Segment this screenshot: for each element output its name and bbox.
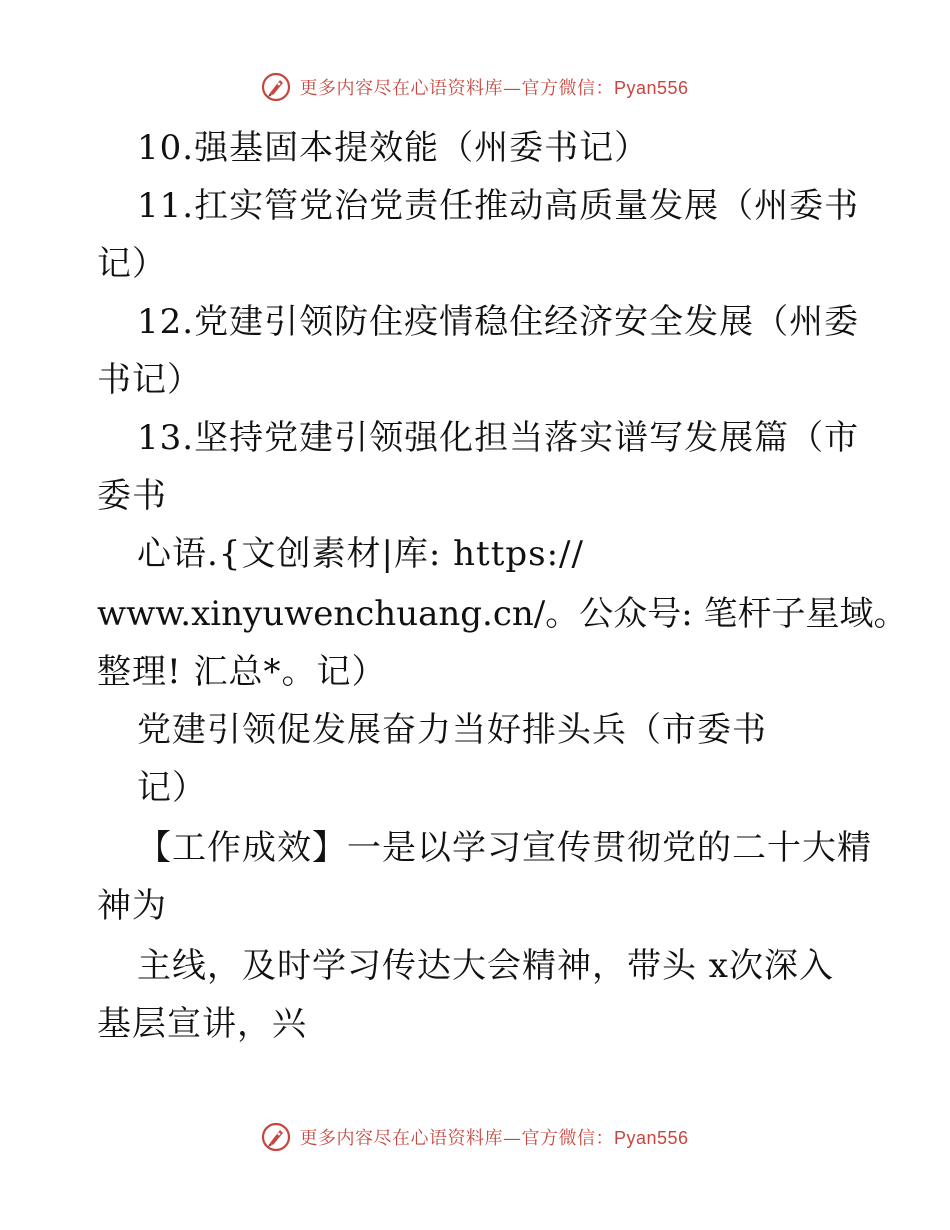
- body-line: 记）: [97, 244, 167, 284]
- body-line: 心语.{文创素材|库: https://: [137, 534, 584, 574]
- footer-wechat-id: Pyan556: [613, 1128, 689, 1148]
- body-line: 党建引领促发展奋力当好排头兵（市委书: [137, 710, 767, 750]
- header-site-text: 更多内容尽在心语资料库: [299, 78, 503, 99]
- body-line: 基层宣讲，兴: [97, 1004, 307, 1044]
- body-line: 13.坚持党建引领强化担当落实谱写发展篇（市: [137, 418, 860, 458]
- body-line: 书记）: [97, 360, 202, 400]
- body-line: 委书: [97, 476, 167, 516]
- body-line: 神为: [97, 886, 167, 926]
- header-banner-text: [299, 74, 688, 100]
- footer-banner: [0, 1122, 950, 1152]
- header-wechat-label: 官方微信：: [521, 78, 614, 99]
- footer-banner-text: [299, 1124, 688, 1150]
- body-line: 整理! 汇总*。记）: [97, 652, 387, 692]
- header-dash: —: [502, 78, 522, 99]
- body-line: 11.扛实管党治党责任推动高质量发展（州委书: [137, 186, 860, 226]
- body-line: www.xinyuwenchuang.cn/。公众号: 笔杆子星域。: [97, 594, 908, 634]
- header-wechat-id: Pyan556: [613, 78, 689, 98]
- body-line: 12.党建引领防住疫情稳住经济安全发展（州委: [137, 302, 860, 342]
- body-line: 记）: [137, 768, 207, 808]
- footer-dash: —: [502, 1128, 522, 1149]
- body-line: 【工作成效】一是以学习宣传贯彻党的二十大精: [137, 828, 872, 868]
- header-banner: [0, 72, 950, 102]
- pen-nib-logo-icon: [261, 1122, 291, 1152]
- body-line: 10.强基固本提效能（州委书记）: [137, 128, 650, 168]
- footer-wechat-label: 官方微信：: [521, 1128, 614, 1149]
- pen-nib-logo-icon: [261, 72, 291, 102]
- body-line: 主线，及时学习传达大会精神，带头 x次深入: [137, 946, 834, 986]
- footer-site-text: 更多内容尽在心语资料库: [299, 1128, 503, 1149]
